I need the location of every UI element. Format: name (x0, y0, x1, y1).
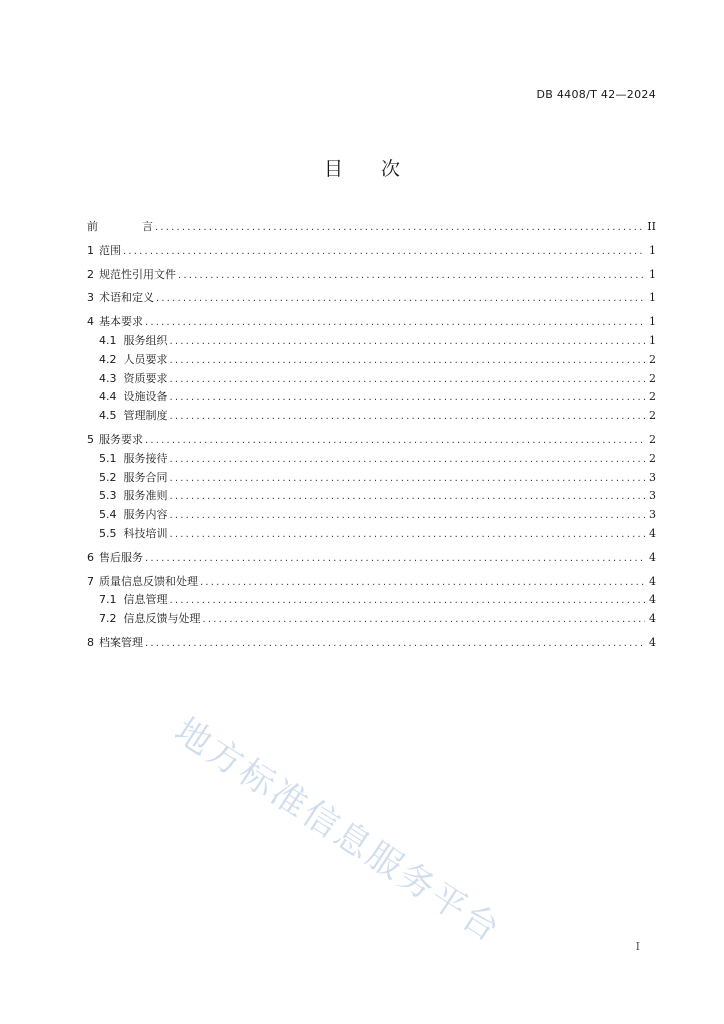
toc-entry-label (87, 388, 170, 407)
leader-dots (123, 243, 645, 262)
toc-entry[interactable] (87, 332, 656, 351)
toc-entry-label (87, 573, 200, 592)
toc-entry-number: 5.5 (99, 526, 117, 540)
toc-page-number: 4 (649, 550, 656, 564)
toc-entry-number: 4.5 (99, 409, 117, 423)
toc-entry-number: 5 (87, 432, 94, 446)
toc-entry-text: 设施设备 (123, 390, 168, 404)
toc-page-number: 4 (649, 526, 656, 540)
toc-entry-number: 7.2 (99, 612, 117, 626)
toc-entry[interactable] (87, 469, 656, 488)
toc-entry-label (87, 591, 170, 610)
toc-page-number: 2 (649, 371, 656, 385)
toc-entry-number: 4.3 (99, 371, 117, 385)
toc-entry-label (87, 332, 170, 351)
toc-entry-number: 5.2 (99, 470, 117, 484)
toc-page-number: 1 (649, 333, 656, 347)
toc-entry-label (87, 487, 170, 506)
watermark: 地方标准信息服务平台 (167, 710, 508, 952)
toc-entry-text: 信息反馈与处理 (123, 612, 201, 626)
toc-page-number: 4 (649, 593, 656, 607)
toc-entry-label (87, 266, 178, 285)
toc-entry-number: 5.4 (99, 508, 117, 522)
toc-entry[interactable] (87, 313, 656, 332)
foreword-label-a: 前 (87, 220, 98, 233)
leader-dots (200, 574, 645, 593)
toc-entry-label (87, 370, 170, 389)
toc-entry[interactable] (87, 431, 656, 450)
toc-entry-label (87, 450, 170, 469)
leader-dots (170, 488, 646, 507)
toc-entry-text: 管理制度 (123, 409, 168, 423)
toc-entry-label (87, 610, 203, 629)
leader-dots (155, 219, 643, 238)
leader-dots (145, 635, 645, 654)
toc-entry-text: 服务要求 (99, 432, 143, 446)
toc-entry[interactable] (87, 388, 656, 407)
toc-entry[interactable] (87, 487, 656, 506)
toc-page-number: 2 (649, 390, 656, 404)
toc-entry[interactable] (87, 591, 656, 610)
leader-dots (170, 592, 646, 611)
toc-entry-number: 7.1 (99, 593, 117, 607)
toc-entry-label (87, 289, 156, 308)
leader-dots (178, 267, 645, 286)
toc-entry-foreword[interactable] (87, 218, 656, 237)
toc-entry-text: 资质要求 (123, 371, 168, 385)
toc-entry-text: 信息管理 (123, 593, 168, 607)
toc-page-number: 3 (649, 508, 656, 522)
toc-entry[interactable] (87, 549, 656, 568)
toc-page-number: 2 (649, 352, 656, 366)
toc-entry[interactable] (87, 351, 656, 370)
toc-page-number: 1 (649, 291, 656, 305)
leader-dots (170, 371, 646, 390)
toc-entry-text: 档案管理 (99, 635, 143, 649)
toc-title (0, 154, 724, 181)
toc-entry-number: 5.1 (99, 451, 117, 465)
leader-dots (145, 550, 645, 569)
toc-page-number: 2 (649, 451, 656, 465)
toc-entry-number: 2 (87, 267, 94, 281)
toc-entry-number: 4.2 (99, 352, 117, 366)
toc-entry-text: 服务内容 (123, 508, 168, 522)
toc-entry[interactable] (87, 266, 656, 285)
toc-page-number: 2 (649, 409, 656, 423)
toc-page-number: 1 (649, 315, 656, 329)
leader-dots (203, 611, 646, 630)
leader-dots (170, 507, 646, 526)
toc-entry-text: 规范性引用文件 (99, 267, 176, 281)
toc-entry[interactable] (87, 634, 656, 653)
toc-entry-number: 5.3 (99, 489, 117, 503)
toc-entry[interactable] (87, 573, 656, 592)
leader-dots (170, 526, 646, 545)
toc-page-number: 4 (649, 612, 656, 626)
foreword-label-b: 言 (142, 220, 153, 233)
toc-entry-text: 服务接待 (123, 451, 168, 465)
toc-title-part1: 目 (323, 158, 343, 180)
toc-entry-text: 基本要求 (99, 315, 143, 329)
toc-entry-number: 7 (87, 574, 94, 588)
toc-page-number: 3 (649, 470, 656, 484)
leader-dots (170, 408, 646, 427)
document-number: DB 4408/T 42—2024 (536, 88, 656, 101)
toc-entry-text: 售后服务 (99, 550, 143, 564)
toc-entry-number: 3 (87, 291, 94, 305)
toc-entry[interactable] (87, 407, 656, 426)
toc-entry-text: 质量信息反馈和处理 (99, 574, 198, 588)
toc-entry-number: 6 (87, 550, 94, 564)
toc-entry-number: 4 (87, 315, 94, 329)
toc-page-number: 2 (649, 432, 656, 446)
table-of-contents (87, 218, 656, 653)
toc-entry-text: 服务组织 (123, 333, 168, 347)
toc-page-number: 1 (649, 243, 656, 257)
toc-entry-text: 范围 (99, 243, 121, 257)
toc-page-number: II (647, 220, 656, 233)
toc-entry-label (87, 549, 145, 568)
toc-entry-text: 人员要求 (123, 352, 168, 366)
toc-entry-label (87, 525, 170, 544)
leader-dots (156, 290, 645, 309)
leader-dots (145, 314, 645, 333)
toc-entry-label (87, 506, 170, 525)
leader-dots (170, 389, 646, 408)
toc-entry-label (87, 242, 123, 261)
toc-entry-number: 8 (87, 635, 94, 649)
toc-page-number: 4 (649, 635, 656, 649)
toc-entry-label (87, 431, 145, 450)
toc-entry-label (87, 351, 170, 370)
toc-page-number: 3 (649, 489, 656, 503)
toc-entry-label (87, 313, 145, 332)
leader-dots (170, 451, 646, 470)
toc-entry-label (87, 469, 170, 488)
toc-entry-number: 4.4 (99, 390, 117, 404)
toc-entry[interactable] (87, 370, 656, 389)
leader-dots (170, 333, 646, 352)
toc-entry-text: 服务准则 (123, 489, 168, 503)
toc-entry[interactable] (87, 289, 656, 308)
toc-entry-label (87, 407, 170, 426)
toc-entry-number: 1 (87, 243, 94, 257)
toc-entry-number: 4.1 (99, 333, 117, 347)
toc-entry-list (87, 242, 656, 653)
leader-dots (145, 432, 645, 451)
footer-page-number: I (635, 940, 640, 953)
toc-entry-text: 服务合同 (123, 470, 168, 484)
toc-entry[interactable] (87, 506, 656, 525)
toc-entry-text: 术语和定义 (99, 291, 154, 305)
toc-entry[interactable] (87, 242, 656, 261)
toc-title-part2: 次 (381, 158, 401, 180)
toc-entry[interactable] (87, 525, 656, 544)
leader-dots (170, 352, 646, 371)
toc-entry-text: 科技培训 (123, 526, 168, 540)
toc-page-number: 1 (649, 267, 656, 281)
toc-entry-label (87, 634, 145, 653)
toc-page-number: 4 (649, 574, 656, 588)
toc-entry[interactable] (87, 610, 656, 629)
toc-entry[interactable] (87, 450, 656, 469)
leader-dots (170, 470, 646, 489)
